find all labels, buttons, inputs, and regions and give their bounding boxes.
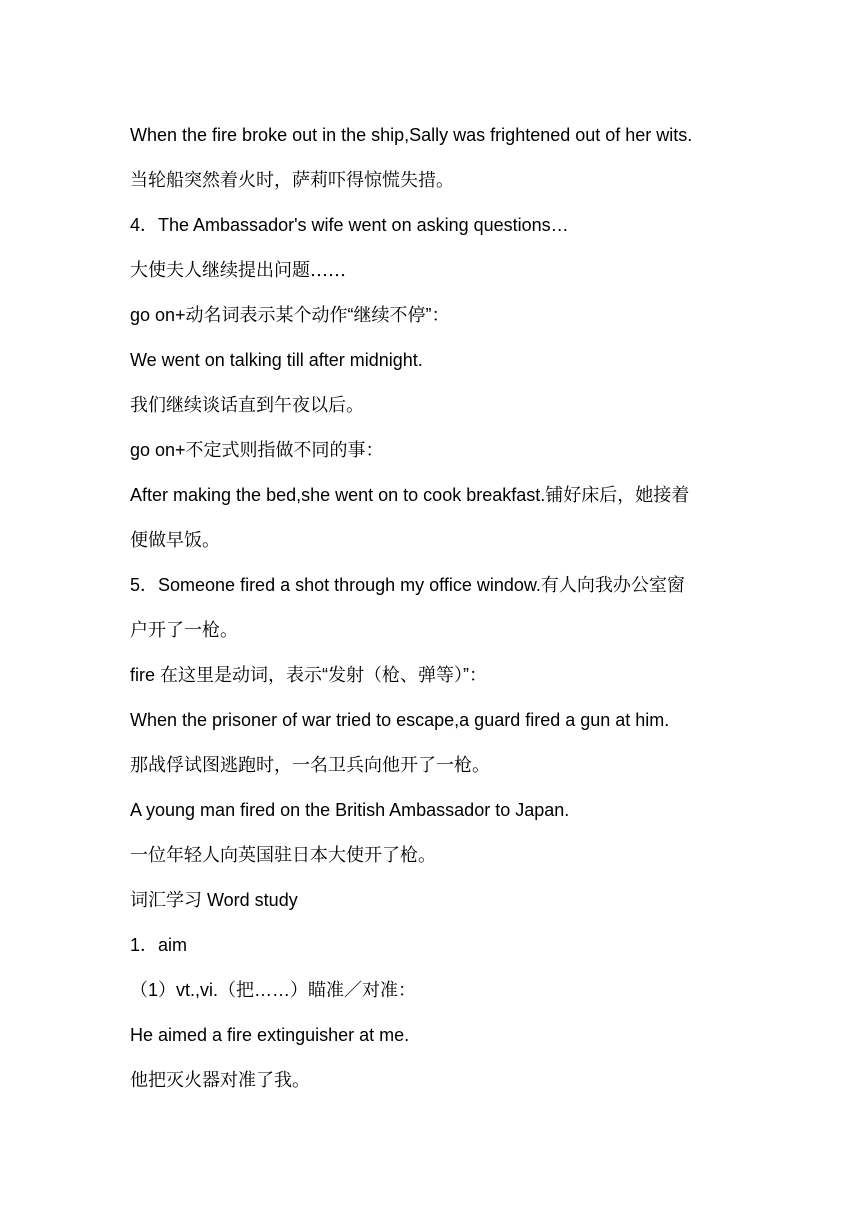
example-sentence-en: A young man fired on the British Ambassador to Japan. — [130, 800, 570, 820]
example-sentence-zh: 我们继续谈话直到午夜以后。 — [130, 395, 364, 416]
note-heading-4: 4．The Ambassador's wife went on asking questions… — [130, 215, 569, 235]
example-sentence-en: We went on talking till after midnight. — [130, 350, 423, 370]
usage-explanation: go on+动名词表示某个动作“继续不停”： — [130, 305, 450, 325]
example-sentence-zh: 一位年轻人向英国驻日本大使开了枪。 — [130, 845, 436, 866]
document-body — [130, 113, 735, 1103]
note-heading-5: 5．Someone fired a shot through my office window.有人向我办公室窗 — [130, 575, 685, 595]
example-sentence-zh: 便做早饭。 — [130, 530, 220, 551]
example-sentence-en: When the fire broke out in the ship,Sally was frightened out of her wits. — [130, 125, 693, 145]
example-sentence-zh: 他把灭火器对准了我。 — [130, 1070, 310, 1091]
note-translation-4: 大使夫人继续提出问题…… — [130, 260, 346, 281]
example-sentence-en: After making the bed,she went on to cook breakfast.铺好床后，她接着 — [130, 485, 690, 505]
example-sentence-en: He aimed a fire extinguisher at me. — [130, 1025, 410, 1045]
note-translation-5: 户开了一枪。 — [130, 620, 238, 641]
example-sentence-en: When the prisoner of war tried to escape,a guard fired a gun at him. — [130, 710, 670, 730]
usage-explanation: fire 在这里是动词，表示“发射（枪、弹等）”： — [130, 665, 487, 685]
vocab-item-heading: 1．aim — [130, 935, 188, 955]
vocab-definition: （1）vt.,vi.（把……）瞄准／对准： — [130, 980, 417, 1000]
example-sentence-zh: 那战俘试图逃跑时，一名卫兵向他开了一枪。 — [130, 755, 490, 776]
example-sentence-zh: 当轮船突然着火时，萨莉吓得惊慌失措。 — [130, 170, 454, 191]
section-heading-word-study: 词汇学习 Word study — [130, 890, 298, 910]
usage-explanation: go on+不定式则指做不同的事： — [130, 440, 384, 460]
